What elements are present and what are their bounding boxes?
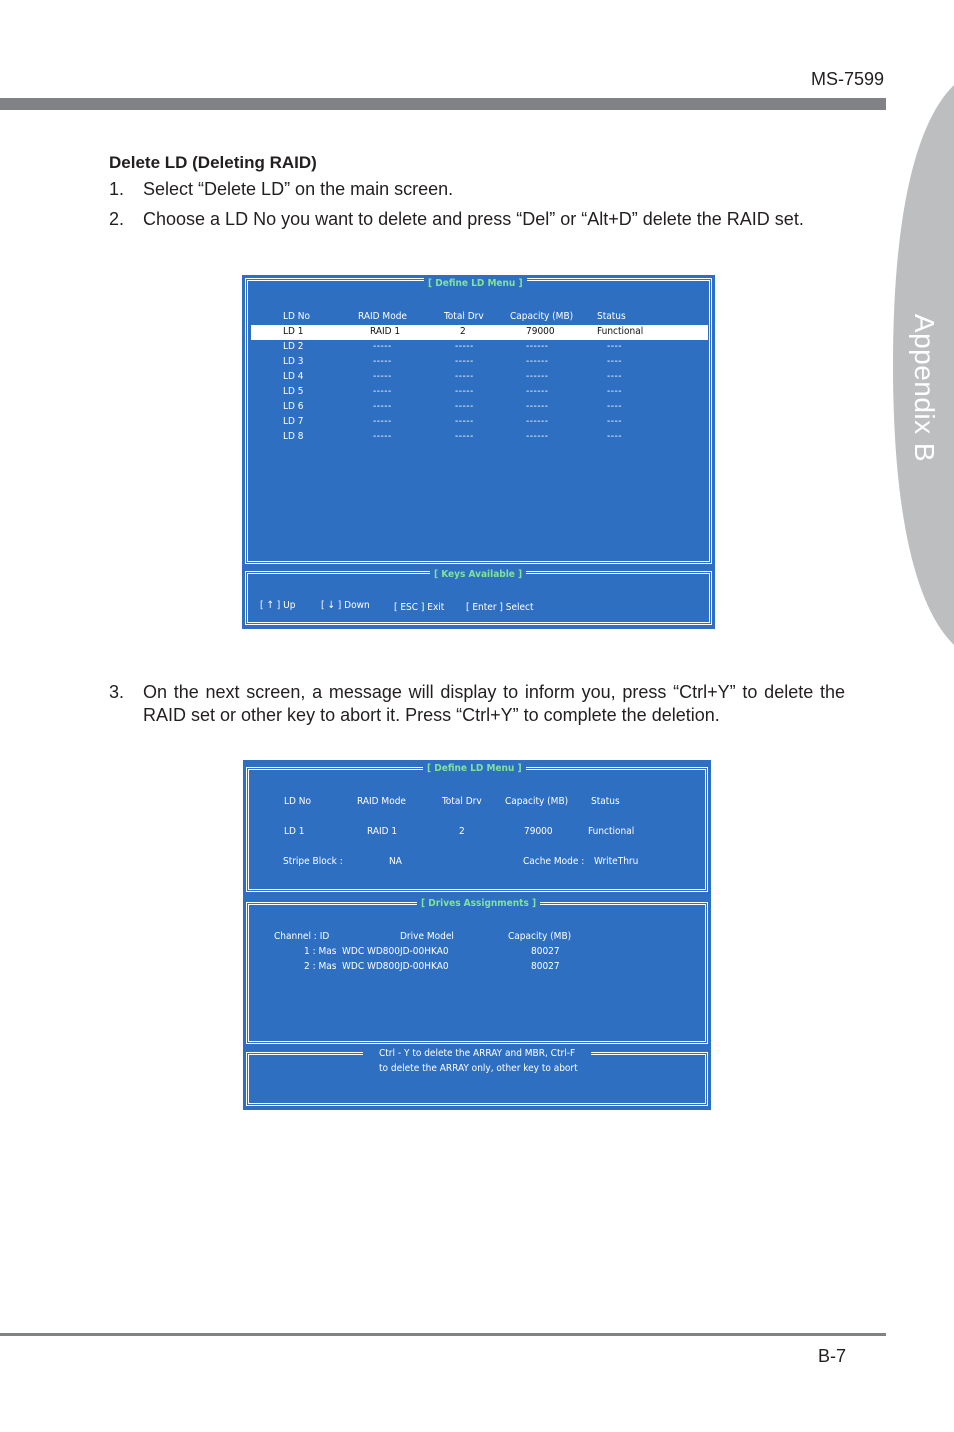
col-ld-no: LD No [284, 796, 312, 807]
step-number: 1. [109, 179, 125, 199]
cache-mode-label: Cache Mode : [523, 856, 585, 867]
col-raid-mode: RAID Mode [357, 796, 406, 807]
raid-mode-cell: ----- [373, 356, 392, 367]
bracket-close: ] [334, 600, 345, 611]
ld-cell[interactable]: LD 7 [283, 416, 304, 427]
total-drv-cell: ----- [455, 431, 474, 442]
drive-model-cell: WDC WD800JD-00HKA0 [342, 946, 449, 957]
step-number: 2. [109, 209, 125, 229]
bracket-open: [ [260, 600, 267, 611]
ld-cell: LD 1 [284, 826, 305, 837]
step-number: 3. [109, 682, 125, 702]
status-cell: Functional [597, 326, 644, 337]
col-total-drv: Total Drv [444, 311, 484, 322]
key-up-label: Up [283, 600, 296, 611]
step-3 [109, 681, 845, 727]
col-capacity: Capacity (MB) [505, 796, 569, 807]
total-drv-cell: 2 [459, 826, 465, 837]
step-text: On the next screen, a message will display to inform you, press “Ctrl+Y” to delete the RAID set or other key to abort it. Press “Ctrl+Y” to complete the deletion. [143, 682, 845, 725]
raid-mode-cell: RAID 1 [367, 826, 398, 837]
status-cell: Functional [588, 826, 635, 837]
raid-mode-cell: ----- [373, 416, 392, 427]
status-cell: ---- [607, 386, 622, 397]
ld-cell[interactable]: LD 3 [283, 356, 304, 367]
total-drv-cell: ----- [455, 401, 474, 412]
step-1 [109, 178, 845, 201]
col-channel-id: Channel : ID [274, 931, 330, 942]
footer-rule [0, 1333, 886, 1336]
col-drive-model: Drive Model [400, 931, 454, 942]
menu-frame [246, 767, 708, 892]
capacity-cell: ------ [526, 341, 549, 352]
step-text: Choose a LD No you want to delete and press “Del” or “Alt+D” delete the RAID set. [143, 209, 804, 229]
capacity-cell: ------ [526, 386, 549, 397]
menu-title: [ Define LD Menu ] [423, 763, 526, 774]
drive-capacity-cell: 80027 [531, 961, 560, 972]
delete-confirm-screenshot [243, 760, 711, 1110]
header-rule [0, 98, 886, 110]
col-raid-mode: RAID Mode [358, 311, 407, 322]
raid-mode-cell: ----- [373, 386, 392, 397]
total-drv-cell: ----- [455, 341, 474, 352]
status-cell: ---- [607, 371, 622, 382]
key-esc-code: [ ESC ] [394, 602, 425, 613]
define-ld-menu-screenshot [242, 275, 715, 629]
total-drv-cell: 2 [460, 326, 466, 337]
total-drv-cell: ----- [455, 386, 474, 397]
key-esc [394, 602, 444, 613]
ld-cell[interactable]: LD 5 [283, 386, 304, 397]
total-drv-cell: ----- [455, 371, 474, 382]
ld-cell[interactable]: LD 2 [283, 341, 304, 352]
arrow-down-icon: ↓ [327, 600, 335, 611]
drive-capacity-cell: 80027 [531, 946, 560, 957]
raid-mode-cell: ----- [373, 431, 392, 442]
total-drv-cell: ----- [455, 416, 474, 427]
delete-message-line-1: Ctrl - Y to delete the ARRAY and MBR, Ctrl-F [379, 1048, 576, 1059]
key-enter-label: Select [505, 602, 534, 613]
delete-message-line-2: to delete the ARRAY only, other key to abort [379, 1063, 578, 1074]
model-number: MS-7599 [810, 69, 884, 89]
appendix-tab-label: Appendix B [909, 313, 940, 463]
raid-mode-cell: ----- [373, 371, 392, 382]
key-up [260, 600, 295, 611]
col-status: Status [597, 311, 626, 322]
ld-cell[interactable]: LD 6 [283, 401, 304, 412]
raid-mode-cell: RAID 1 [370, 326, 401, 337]
status-cell: ---- [607, 341, 622, 352]
keys-title: [ Keys Available ] [430, 569, 526, 580]
drives-frame [246, 902, 708, 1044]
drive-model-cell: WDC WD800JD-00HKA0 [342, 961, 449, 972]
cache-mode-value: WriteThru [594, 856, 639, 867]
col-drive-capacity: Capacity (MB) [508, 931, 572, 942]
status-cell: ---- [607, 431, 622, 442]
raid-mode-cell: ----- [373, 401, 392, 412]
key-down [321, 600, 370, 611]
page-number: B-7 [817, 1346, 846, 1366]
status-cell: ---- [607, 401, 622, 412]
key-enter-code: [ Enter ] [466, 602, 503, 613]
col-ld-no: LD No [283, 311, 311, 322]
key-enter [466, 602, 534, 613]
arrow-up-icon: ↑ [266, 600, 274, 611]
key-esc-label: Exit [427, 602, 445, 613]
stripe-block-label: Stripe Block : [283, 856, 343, 867]
col-status: Status [591, 796, 620, 807]
col-total-drv: Total Drv [442, 796, 482, 807]
section-heading: Delete LD (Deleting RAID) [109, 153, 317, 172]
ld-cell[interactable]: LD 4 [283, 371, 304, 382]
ld-cell: LD 1 [283, 326, 304, 337]
drive-channel-cell: 2 : Mas [304, 961, 337, 972]
step-2 [109, 208, 845, 231]
capacity-cell: ------ [526, 431, 549, 442]
capacity-cell: ------ [526, 401, 549, 412]
step-text: Select “Delete LD” on the main screen. [143, 179, 454, 199]
bracket-open: [ [321, 600, 328, 611]
capacity-cell: 79000 [524, 826, 553, 837]
drive-channel-cell: 1 : Mas [304, 946, 337, 957]
col-capacity: Capacity (MB) [510, 311, 574, 322]
stripe-block-value: NA [389, 856, 402, 867]
key-down-label: Down [344, 600, 370, 611]
ld-cell[interactable]: LD 8 [283, 431, 304, 442]
bracket-close: ] [273, 600, 284, 611]
raid-mode-cell: ----- [373, 341, 392, 352]
drives-title: [ Drives Assignments ] [417, 898, 540, 909]
capacity-cell: ------ [526, 416, 549, 427]
capacity-cell: ------ [526, 356, 549, 367]
status-cell: ---- [607, 356, 622, 367]
total-drv-cell: ----- [455, 356, 474, 367]
status-cell: ---- [607, 416, 622, 427]
capacity-cell: 79000 [526, 326, 555, 337]
menu-title: [ Define LD Menu ] [424, 278, 527, 289]
capacity-cell: ------ [526, 371, 549, 382]
